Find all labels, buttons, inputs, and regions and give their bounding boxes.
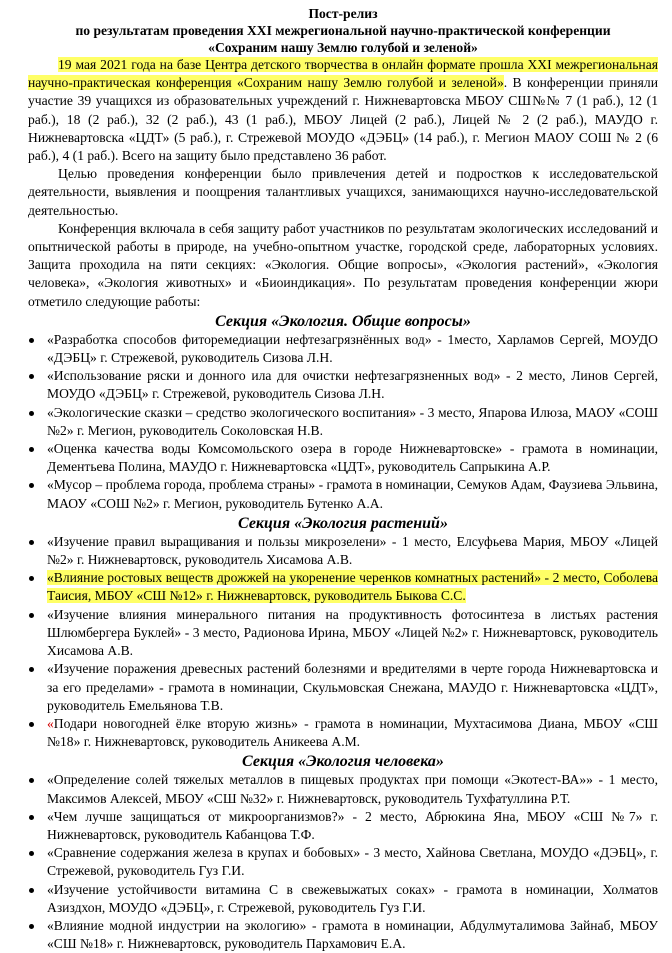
list-item: «Экологические сказки – средство экологического воспитания» - 3 место, Япарова Илюза, МАОУ «СОШ №2» г. Мегион, руководитель Соколовская Н.В. bbox=[28, 404, 658, 440]
section-list bbox=[28, 533, 658, 751]
list-item: «Сравнение содержания железа в крупах и бобовых» - 3 место, Хайнова Светлана, МОУДО «ДЭБЦ», г. Стрежевой, руководитель Гуз Г.И. bbox=[28, 844, 658, 880]
list-item: «Чем лучше защищаться от микроорганизмов?» - 2 место, Абрюкина Яна, МБОУ «СШ №7» г. Нижневартовск, руководитель Кабанцова Т.Ф. bbox=[28, 808, 658, 844]
list-item: «Мусор – проблема города, проблема страны» - грамота в номинации, Семуков Адам, Фаузиева Эльвина, МАОУ «СОШ №2» г. Мегион, руководитель Бутенко А.А. bbox=[28, 476, 658, 512]
title-line-1: Пост-релиз bbox=[308, 6, 378, 21]
list-item: «Изучение поражения древесных растений болезнями и вредителями в черте города Нижневартовска и за его пределами» - грамота в номинации, Скульмовская Снежана, МАУДО г. Нижневартовска «ЦДТ», руководитель Емельянова Т.В. bbox=[28, 660, 658, 715]
list-item: «Оценка качества воды Комсомольского озера в городе Нижневартовске» - грамота в номинации, Дементьева Полина, МАУДО г. Нижневартовска «ЦДТ», руководитель Сапрыкина А.Р. bbox=[28, 440, 658, 476]
intro-paragraph-3: Конференция включала в себя защиту работ участников по результатам экологических исследований и опытнической работы в природе, на учебно-опытном участке, городской среде, лабораторных условиях. Защита проходила на пяти секциях: «Экология. Общие вопросы», «Экология растений», «Экология человека», «Экология животных» и «Биоиндикация». По результатам проведения конференции жюри отметило следующие работы: bbox=[28, 220, 658, 309]
list-item: «Изучение влияния минерального питания на продуктивность фотосинтеза в листьях растения Шлюмбергера Буклей» - 3 место, Радионова Ирина, МБОУ «Лицей №2» г. Нижневартовск, руководитель Хисамова А.В. bbox=[28, 606, 658, 661]
document-title bbox=[28, 5, 658, 56]
list-item: «Разработка способов фиторемедиации нефтезагрязнённых вод» - 1место, Харламов Сергей, МОУДО «ДЭБЦ» г. Стрежевой, руководитель Сизова Л.Н. bbox=[28, 331, 658, 367]
section-title: Секция «Экология растений» bbox=[238, 514, 448, 532]
intro-paragraph-1-rest: . В конференции приняли участие 39 учащихся из образовательных учреждений г. Нижневартовска МБОУ СШ№№ 7 (1 раб.), 12 (1 раб.), 18 (2 раб.), 32 (2 раб.), 43 (1 раб.), МБОУ Лицей (2 раб.), Лицей № 2 (2 раб.), МАУДО г. Нижневартовска «ЦДТ» (5 раб.), г. Стрежевой МОУДО «ДЭБЦ» (14 раб.), г. Мегион МАОУ СОШ № 2 (6 раб.), 4 (1 раб.). Всего на защиту было представлено 36 работ. bbox=[28, 75, 658, 164]
title-line-3: «Сохраним нашу Землю голубой и зеленой» bbox=[208, 40, 478, 55]
document-page bbox=[28, 5, 658, 953]
list-item bbox=[28, 569, 658, 605]
list-item: «Влияние модной индустрии на экологию» - грамота в номинации, Абдулмуталимова Зайнаб, МБОУ «СШ №18» г. Нижневартовск, руководитель Пархамович Е.А. bbox=[28, 917, 658, 953]
section-title: Секция «Экология человека» bbox=[242, 753, 444, 771]
highlighted-text: «Влияние ростовых веществ дрожжей на укоренение черенков комнатных растений» - 2 место, Соболева Таисия, МБОУ «СШ №12» г. Нижневартовск, руководитель Быкова С.С. bbox=[47, 570, 658, 604]
title-line-2: по результатам проведения XXI межрегиональной научно-практической конференции bbox=[75, 23, 611, 38]
list-item: «Изучение правил выращивания и пользы микрозелени» - 1 место, Елсуфьева Мария, МБОУ «Лицей №2» г. Нижневартовск, руководитель Хисамова А.В. bbox=[28, 533, 658, 569]
list-item: «Подари новогодней ёлке вторую жизнь» - грамота в номинации, Мухтасимова Диана, МБОУ «СШ №18» г. Нижневартовск, руководитель Аникеева А.М. bbox=[28, 715, 658, 751]
list-item: «Использование ряски и донного ила для очистки нефтезагрязненных вод» - 2 место, Линов Сергей, МОУДО «ДЭБЦ» г. Стрежевой, руководитель Сизова Л.Н. bbox=[28, 367, 658, 403]
section-list bbox=[28, 331, 658, 513]
list-item: «Изучение устойчивости витамина С в свежевыжатых соках» - грамота в номинации, Холматов Азиздхон, МОУДО «ДЭБЦ», г. Стрежевой, руководитель Гуз Г.И. bbox=[28, 881, 658, 917]
intro-paragraph-1 bbox=[28, 56, 658, 165]
section-list bbox=[28, 771, 658, 953]
section-title: Секция «Экология. Общие вопросы» bbox=[215, 312, 471, 330]
list-item: «Определение солей тяжелых металлов в пищевых продуктах при помощи «Экотест-ВА»» - 1 место, Максимов Алексей, МБОУ «СШ №32» г. Нижневартовск, руководитель Тухфатуллина Р.Т. bbox=[28, 771, 658, 807]
intro-paragraph-2: Целью проведения конференции было привлечения детей и подростков к исследовательской деятельности, выявления и поощрения талантливых учащихся, занимающихся научно-исследовательской деятельностью. bbox=[28, 166, 658, 218]
highlighted-text: 19 мая 2021 года на базе Центра детского творчества в онлайн формате прошла XXI межрегиональная научно-практическая конференция «Сохраним нашу Землю голубой и зеленой» bbox=[28, 57, 658, 91]
red-quote-mark: « bbox=[47, 715, 54, 731]
